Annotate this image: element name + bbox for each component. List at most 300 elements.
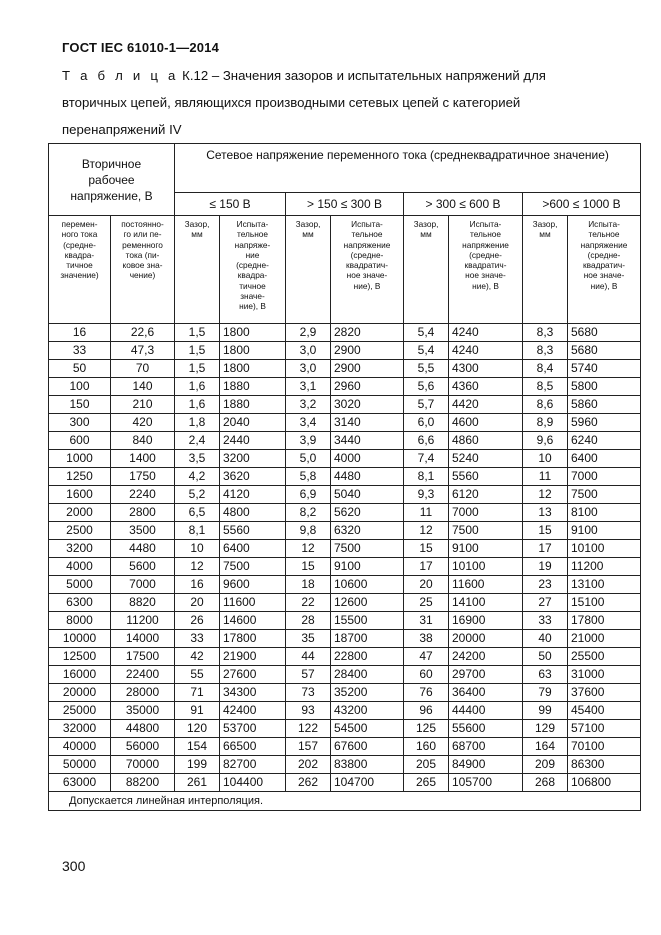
table-cell: 83800 xyxy=(331,756,404,774)
range-header-3: > 300 ≤ 600 В xyxy=(404,193,523,216)
table-row xyxy=(49,558,641,576)
table-row xyxy=(49,324,641,342)
table-cell: 1600 xyxy=(49,486,111,504)
table-cell: 8,9 xyxy=(523,414,568,432)
table-cell: 6400 xyxy=(568,450,641,468)
table-cell: 1880 xyxy=(220,396,286,414)
table-cell: 1880 xyxy=(220,378,286,396)
table-cell: 18700 xyxy=(331,630,404,648)
table-cell: 106800 xyxy=(568,774,641,792)
table-cell: 40 xyxy=(523,630,568,648)
table-cell: 1750 xyxy=(111,468,175,486)
table-cell: 22400 xyxy=(111,666,175,684)
table-cell: 13100 xyxy=(568,576,641,594)
table-cell: 2960 xyxy=(331,378,404,396)
table-cell: 4860 xyxy=(449,432,523,450)
table-cell: 19 xyxy=(523,558,568,576)
table-cell: 15500 xyxy=(331,612,404,630)
table-cell: 35200 xyxy=(331,684,404,702)
table-cell: 12600 xyxy=(331,594,404,612)
table-cell: 66500 xyxy=(220,738,286,756)
table-cell: 88200 xyxy=(111,774,175,792)
table-cell: 7500 xyxy=(449,522,523,540)
table-cell: 4360 xyxy=(449,378,523,396)
table-cell: 12 xyxy=(286,540,331,558)
table-cell: 4240 xyxy=(449,324,523,342)
table-cell: 50 xyxy=(49,360,111,378)
table-cell: 8100 xyxy=(568,504,641,522)
table-row xyxy=(49,630,641,648)
table-cell: 1800 xyxy=(220,324,286,342)
table-cell: 68700 xyxy=(449,738,523,756)
table-cell: 35000 xyxy=(111,702,175,720)
table-cell: 125 xyxy=(404,720,449,738)
table-cell: 9100 xyxy=(568,522,641,540)
table-cell: 120 xyxy=(175,720,220,738)
table-cell: 7000 xyxy=(449,504,523,522)
table-cell: 5620 xyxy=(331,504,404,522)
table-cell: 3,0 xyxy=(286,360,331,378)
table-cell: 27600 xyxy=(220,666,286,684)
table-cell: 70 xyxy=(111,360,175,378)
table-cell: 4800 xyxy=(220,504,286,522)
clearance-table xyxy=(48,143,641,811)
table-cell: 1800 xyxy=(220,360,286,378)
table-cell: 16 xyxy=(175,576,220,594)
table-cell: 1,5 xyxy=(175,324,220,342)
table-cell: 9100 xyxy=(331,558,404,576)
table-cell: 4420 xyxy=(449,396,523,414)
table-cell: 160 xyxy=(404,738,449,756)
table-cell: 10600 xyxy=(331,576,404,594)
table-cell: 3,9 xyxy=(286,432,331,450)
table-cell: 27 xyxy=(523,594,568,612)
table-body xyxy=(49,324,641,792)
table-cell: 10 xyxy=(523,450,568,468)
table-row xyxy=(49,756,641,774)
table-cell: 105700 xyxy=(449,774,523,792)
subheader-test-3: Испыта- тельное напряжение (средне- квадратич- ное значе- ние), В xyxy=(449,216,523,324)
table-cell: 4000 xyxy=(331,450,404,468)
table-cell: 11 xyxy=(404,504,449,522)
secondary-voltage-header: Вторичное рабочее напряжение, В xyxy=(49,144,175,216)
table-cell: 24200 xyxy=(449,648,523,666)
table-cell: 6120 xyxy=(449,486,523,504)
table-cell: 16900 xyxy=(449,612,523,630)
table-cell: 205 xyxy=(404,756,449,774)
table-cell: 5,7 xyxy=(404,396,449,414)
table-cell: 1,5 xyxy=(175,342,220,360)
table-cell: 44 xyxy=(286,648,331,666)
table-cell: 22 xyxy=(286,594,331,612)
table-cell: 17 xyxy=(404,558,449,576)
table-cell: 104400 xyxy=(220,774,286,792)
table-cell: 6400 xyxy=(220,540,286,558)
table-cell: 1250 xyxy=(49,468,111,486)
table-cell: 4120 xyxy=(220,486,286,504)
table-cell: 44800 xyxy=(111,720,175,738)
table-cell: 1,6 xyxy=(175,378,220,396)
table-row xyxy=(49,504,641,522)
table-caption xyxy=(62,62,614,143)
table-cell: 8820 xyxy=(111,594,175,612)
table-cell: 5,2 xyxy=(175,486,220,504)
table-cell: 7000 xyxy=(111,576,175,594)
table-cell: 3,1 xyxy=(286,378,331,396)
table-cell: 6,0 xyxy=(404,414,449,432)
table-cell: 25500 xyxy=(568,648,641,666)
table-cell: 5040 xyxy=(331,486,404,504)
table-cell: 268 xyxy=(523,774,568,792)
table-cell: 3440 xyxy=(331,432,404,450)
table-cell: 5680 xyxy=(568,324,641,342)
table-cell: 12 xyxy=(404,522,449,540)
table-row xyxy=(49,738,641,756)
table-cell: 5240 xyxy=(449,450,523,468)
table-cell: 12 xyxy=(523,486,568,504)
table-cell: 209 xyxy=(523,756,568,774)
table-row xyxy=(49,774,641,792)
table-cell: 5800 xyxy=(568,378,641,396)
table-cell: 154 xyxy=(175,738,220,756)
table-cell: 11200 xyxy=(568,558,641,576)
table-cell: 5,0 xyxy=(286,450,331,468)
table-row xyxy=(49,594,641,612)
table-cell: 5,6 xyxy=(404,378,449,396)
table-cell: 2820 xyxy=(331,324,404,342)
table-cell: 35 xyxy=(286,630,331,648)
table-cell: 8,1 xyxy=(404,468,449,486)
table-cell: 5860 xyxy=(568,396,641,414)
table-cell: 3200 xyxy=(220,450,286,468)
table-cell: 67600 xyxy=(331,738,404,756)
table-cell: 40000 xyxy=(49,738,111,756)
table-cell: 15 xyxy=(286,558,331,576)
table-cell: 63 xyxy=(523,666,568,684)
table-cell: 9,6 xyxy=(523,432,568,450)
table-cell: 11 xyxy=(523,468,568,486)
subheader-gap-2: Зазор, мм xyxy=(286,216,331,324)
table-cell: 157 xyxy=(286,738,331,756)
table-cell: 8,3 xyxy=(523,324,568,342)
table-cell: 4000 xyxy=(49,558,111,576)
table-cell: 17800 xyxy=(220,630,286,648)
subheader-test-4: Испыта- тельное напряжение (средне- квадратич- ное значе- ние), В xyxy=(568,216,641,324)
table-cell: 6240 xyxy=(568,432,641,450)
page-number: 300 xyxy=(62,858,86,874)
table-cell: 7500 xyxy=(568,486,641,504)
table-cell: 8,4 xyxy=(523,360,568,378)
table-cell: 57100 xyxy=(568,720,641,738)
table-cell: 86300 xyxy=(568,756,641,774)
table-cell: 96 xyxy=(404,702,449,720)
table-cell: 33 xyxy=(523,612,568,630)
table-cell: 55 xyxy=(175,666,220,684)
table-cell: 76 xyxy=(404,684,449,702)
table-cell: 5560 xyxy=(449,468,523,486)
table-cell: 5680 xyxy=(568,342,641,360)
table-cell: 7,4 xyxy=(404,450,449,468)
table-cell: 129 xyxy=(523,720,568,738)
table-cell: 44400 xyxy=(449,702,523,720)
table-cell: 300 xyxy=(49,414,111,432)
table-row xyxy=(49,702,641,720)
table-cell: 33 xyxy=(49,342,111,360)
table-cell: 140 xyxy=(111,378,175,396)
table-cell: 202 xyxy=(286,756,331,774)
subheader-gap-1: Зазор, мм xyxy=(175,216,220,324)
table-cell: 5,5 xyxy=(404,360,449,378)
caption-label: Т а б л и ц а xyxy=(62,68,179,83)
table-row xyxy=(49,414,641,432)
table-cell: 79 xyxy=(523,684,568,702)
table-cell: 122 xyxy=(286,720,331,738)
subheader-ac: перемен- ного тока (средне- квадра- тичное значение) xyxy=(49,216,111,324)
table-row xyxy=(49,450,641,468)
table-cell: 3020 xyxy=(331,396,404,414)
table-cell: 10100 xyxy=(449,558,523,576)
table-cell: 23 xyxy=(523,576,568,594)
table-cell: 17500 xyxy=(111,648,175,666)
table-cell: 13 xyxy=(523,504,568,522)
table-cell: 3,5 xyxy=(175,450,220,468)
table-cell: 150 xyxy=(49,396,111,414)
table-cell: 9,8 xyxy=(286,522,331,540)
table-cell: 2900 xyxy=(331,360,404,378)
table-cell: 47,3 xyxy=(111,342,175,360)
table-cell: 53700 xyxy=(220,720,286,738)
table-cell: 47 xyxy=(404,648,449,666)
table-row xyxy=(49,666,641,684)
table-cell: 21000 xyxy=(568,630,641,648)
table-cell: 17 xyxy=(523,540,568,558)
table-cell: 84900 xyxy=(449,756,523,774)
table-cell: 10100 xyxy=(568,540,641,558)
table-row xyxy=(49,522,641,540)
table-cell: 22,6 xyxy=(111,324,175,342)
subheader-test-1: Испыта- тельное напряже- ние (средне- квадра- тичное значе- ние), В xyxy=(220,216,286,324)
table-row xyxy=(49,540,641,558)
table-cell: 5560 xyxy=(220,522,286,540)
table-row xyxy=(49,720,641,738)
table-cell: 4,2 xyxy=(175,468,220,486)
table-row xyxy=(49,684,641,702)
table-cell: 104700 xyxy=(331,774,404,792)
table-cell: 1400 xyxy=(111,450,175,468)
table-cell: 4300 xyxy=(449,360,523,378)
table-cell: 71 xyxy=(175,684,220,702)
table-cell: 6,6 xyxy=(404,432,449,450)
table-row xyxy=(49,360,641,378)
table-cell: 2500 xyxy=(49,522,111,540)
table-cell: 5,8 xyxy=(286,468,331,486)
table-cell: 600 xyxy=(49,432,111,450)
range-header-1: ≤ 150 В xyxy=(175,193,286,216)
table-row xyxy=(49,396,641,414)
table-cell: 10 xyxy=(175,540,220,558)
table-cell: 56000 xyxy=(111,738,175,756)
table-cell: 36400 xyxy=(449,684,523,702)
table-row xyxy=(49,468,641,486)
table-cell: 20 xyxy=(404,576,449,594)
table-cell: 28000 xyxy=(111,684,175,702)
table-cell: 4600 xyxy=(449,414,523,432)
table-cell: 55600 xyxy=(449,720,523,738)
table-cell: 1,5 xyxy=(175,360,220,378)
table-cell: 8000 xyxy=(49,612,111,630)
table-cell: 5000 xyxy=(49,576,111,594)
table-cell: 2240 xyxy=(111,486,175,504)
range-header-2: > 150 ≤ 300 В xyxy=(286,193,404,216)
table-cell: 8,1 xyxy=(175,522,220,540)
table-cell: 265 xyxy=(404,774,449,792)
table-cell: 1000 xyxy=(49,450,111,468)
table-cell: 16000 xyxy=(49,666,111,684)
table-cell: 54500 xyxy=(331,720,404,738)
table-cell: 3500 xyxy=(111,522,175,540)
table-row xyxy=(49,432,641,450)
table-cell: 26 xyxy=(175,612,220,630)
table-cell: 3,4 xyxy=(286,414,331,432)
table-cell: 73 xyxy=(286,684,331,702)
table-cell: 7000 xyxy=(568,468,641,486)
table-cell: 37600 xyxy=(568,684,641,702)
table-cell: 2040 xyxy=(220,414,286,432)
table-cell: 1,6 xyxy=(175,396,220,414)
table-cell: 4480 xyxy=(331,468,404,486)
table-cell: 2440 xyxy=(220,432,286,450)
table-cell: 91 xyxy=(175,702,220,720)
table-cell: 6,9 xyxy=(286,486,331,504)
table-cell: 5960 xyxy=(568,414,641,432)
table-cell: 3,2 xyxy=(286,396,331,414)
table-cell: 1800 xyxy=(220,342,286,360)
table-cell: 11600 xyxy=(449,576,523,594)
subheader-dc: постоянно- го или пе- ременного тока (пи- ковое зна- чение) xyxy=(111,216,175,324)
table-cell: 210 xyxy=(111,396,175,414)
range-header-4: >600 ≤ 1000 В xyxy=(523,193,641,216)
table-cell: 42400 xyxy=(220,702,286,720)
table-cell: 16 xyxy=(49,324,111,342)
table-cell: 100 xyxy=(49,378,111,396)
table-cell: 70100 xyxy=(568,738,641,756)
table-cell: 12 xyxy=(175,558,220,576)
subheader-gap-4: Зазор, мм xyxy=(523,216,568,324)
table-cell: 8,3 xyxy=(523,342,568,360)
table-cell: 18 xyxy=(286,576,331,594)
table-cell: 261 xyxy=(175,774,220,792)
table-cell: 5,4 xyxy=(404,324,449,342)
table-cell: 32000 xyxy=(49,720,111,738)
table-cell: 1,8 xyxy=(175,414,220,432)
table-cell: 60 xyxy=(404,666,449,684)
table-cell: 840 xyxy=(111,432,175,450)
table-cell: 82700 xyxy=(220,756,286,774)
table-cell: 9100 xyxy=(449,540,523,558)
table-cell: 25000 xyxy=(49,702,111,720)
table-cell: 4480 xyxy=(111,540,175,558)
table-cell: 6320 xyxy=(331,522,404,540)
table-row xyxy=(49,612,641,630)
table-cell: 38 xyxy=(404,630,449,648)
table-cell: 14000 xyxy=(111,630,175,648)
table-cell: 15 xyxy=(523,522,568,540)
table-cell: 2800 xyxy=(111,504,175,522)
table-cell: 20000 xyxy=(49,684,111,702)
table-cell: 3620 xyxy=(220,468,286,486)
table-cell: 57 xyxy=(286,666,331,684)
table-cell: 8,2 xyxy=(286,504,331,522)
table-row xyxy=(49,378,641,396)
table-cell: 12500 xyxy=(49,648,111,666)
table-cell: 3140 xyxy=(331,414,404,432)
table-cell: 164 xyxy=(523,738,568,756)
table-cell: 11600 xyxy=(220,594,286,612)
table-cell: 43200 xyxy=(331,702,404,720)
table-cell: 420 xyxy=(111,414,175,432)
table-cell: 99 xyxy=(523,702,568,720)
table-cell: 93 xyxy=(286,702,331,720)
table-cell: 8,5 xyxy=(523,378,568,396)
table-cell: 7500 xyxy=(331,540,404,558)
table-cell: 6300 xyxy=(49,594,111,612)
table-cell: 15100 xyxy=(568,594,641,612)
table-cell: 11200 xyxy=(111,612,175,630)
table-cell: 20 xyxy=(175,594,220,612)
table-cell: 28 xyxy=(286,612,331,630)
table-cell: 50000 xyxy=(49,756,111,774)
table-cell: 2,9 xyxy=(286,324,331,342)
table-cell: 3200 xyxy=(49,540,111,558)
subheader-test-2: Испыта- тельное напряжение (средне- квадратич- ное значе- ние), В xyxy=(331,216,404,324)
table-cell: 63000 xyxy=(49,774,111,792)
table-cell: 29700 xyxy=(449,666,523,684)
table-cell: 262 xyxy=(286,774,331,792)
table-row xyxy=(49,648,641,666)
table-cell: 7500 xyxy=(220,558,286,576)
table-cell: 9,3 xyxy=(404,486,449,504)
table-cell: 2,4 xyxy=(175,432,220,450)
table-cell: 10000 xyxy=(49,630,111,648)
table-row xyxy=(49,486,641,504)
table-cell: 14100 xyxy=(449,594,523,612)
table-cell: 34300 xyxy=(220,684,286,702)
table-note: Допускается линейная интерполяция. xyxy=(49,792,641,811)
table-cell: 14600 xyxy=(220,612,286,630)
table-cell: 2000 xyxy=(49,504,111,522)
table-cell: 31000 xyxy=(568,666,641,684)
table-row xyxy=(49,576,641,594)
table-cell: 4240 xyxy=(449,342,523,360)
table-cell: 17800 xyxy=(568,612,641,630)
table-cell: 2900 xyxy=(331,342,404,360)
mains-voltage-header: Сетевое напряжение переменного тока (среднеквадратичное значение) xyxy=(175,144,641,193)
table-cell: 21900 xyxy=(220,648,286,666)
table-cell: 22800 xyxy=(331,648,404,666)
table-cell: 42 xyxy=(175,648,220,666)
table-cell: 5,4 xyxy=(404,342,449,360)
table-cell: 33 xyxy=(175,630,220,648)
caption-text: К.12 – Значения зазоров и испытательных напряжений для вторичных цепей, являющихся производными сетевых цепей с категорией перенапряжений IV xyxy=(62,68,546,137)
table-cell: 25 xyxy=(404,594,449,612)
table-cell: 5740 xyxy=(568,360,641,378)
table-cell: 9600 xyxy=(220,576,286,594)
subheader-gap-3: Зазор, мм xyxy=(404,216,449,324)
table-cell: 8,6 xyxy=(523,396,568,414)
table-cell: 5600 xyxy=(111,558,175,576)
table-cell: 28400 xyxy=(331,666,404,684)
table-cell: 70000 xyxy=(111,756,175,774)
